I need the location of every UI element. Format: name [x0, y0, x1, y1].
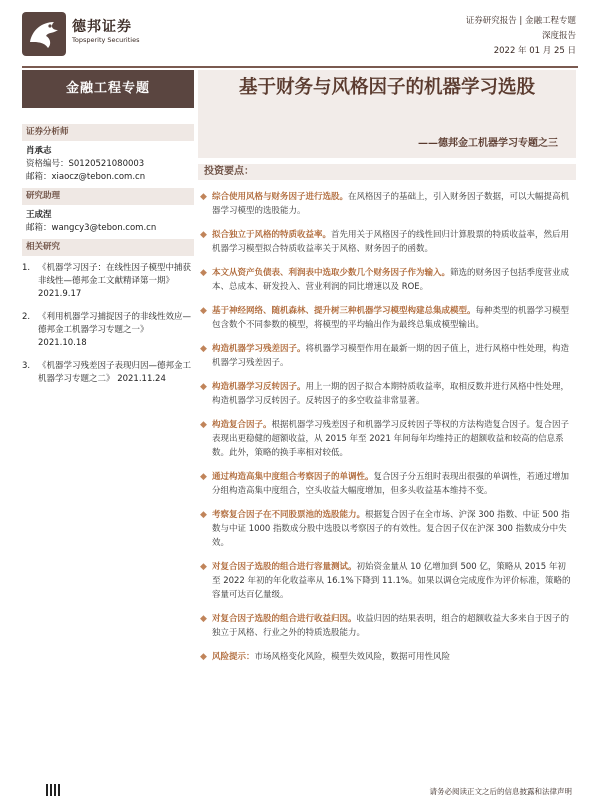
related-item[interactable] — [22, 311, 194, 350]
key-point — [200, 342, 574, 370]
related-list — [22, 262, 194, 386]
bullet-icon: ◆ — [200, 420, 207, 430]
key-point-lead: 对复合因子选股的组合进行收益归因。 — [212, 614, 357, 624]
bullet-icon: ◆ — [200, 652, 207, 662]
dragon-logo-icon — [22, 12, 66, 56]
key-point-lead: 考察复合因子在不同股票池的选股能力。 — [212, 510, 366, 520]
footer-disclaimer: 请务必阅读正文之后的信息披露和法律声明 — [429, 787, 572, 796]
bullet-icon: ◆ — [200, 192, 207, 202]
company-logo — [22, 12, 162, 56]
key-point-lead: 综合使用风格与财务因子进行选股。 — [212, 192, 349, 202]
key-point-text: 根据复合因子在全市场、沪深 300 指数、中证 500 指数与中证 1000 指数成分股中选股以考察因子的有效性。复合因子仅在沪深 300 指数成分中失效。 — [212, 510, 570, 548]
logo-text-en: Topsperity Securities — [72, 36, 140, 44]
assistant-email[interactable]: 邮箱：wangcy3@tebon.com.cn — [26, 223, 157, 233]
assistant-name: 王成涅 — [26, 210, 52, 220]
bullet-icon: ◆ — [200, 510, 207, 520]
key-point — [200, 470, 574, 498]
key-point-text: 初始资金量从 10 亿增加到 500 亿，策略从 2015 年初至 2022 年初的年化收益率从 16.1%下降到 11.1%。如果以调仓完成度作为评价标准，策略的容量可达百亿量级。 — [212, 562, 571, 600]
report-header-meta — [466, 14, 576, 59]
key-point-text: 筛选的财务因子包括季度营业成本、总成本、研发投入、营业利润的同比增速以及 ROE。 — [212, 268, 570, 292]
bullet-icon: ◆ — [200, 614, 207, 624]
analyst-heading: 证券分析师 — [22, 124, 194, 141]
related-item[interactable] — [22, 262, 194, 301]
key-point — [200, 380, 574, 408]
related-item-num: 2. — [22, 312, 31, 322]
logo-text-cn: 德邦证券 — [72, 19, 132, 35]
key-point-text: 首先用关于风格因子的线性回归计算股票的特质收益率，然后用机器学习模型拟合特质收益率关于风格、财务因子的函数。 — [212, 230, 570, 254]
key-point — [200, 190, 574, 218]
key-point-lead: 拟合独立于风格的特质收益率。 — [212, 230, 332, 240]
title-panel — [198, 70, 576, 158]
related-item-num: 3. — [22, 361, 31, 371]
key-point-lead: 通过构造高集中度组合考察因子的单调性。 — [212, 472, 374, 482]
key-point-lead: 本文从资产负债表、利润表中选取少数几个财务因子作为输入。 — [212, 268, 451, 278]
bullet-icon: ◆ — [200, 230, 207, 240]
analyst-info — [22, 145, 194, 184]
key-point — [200, 612, 574, 640]
key-point-text: 每种类型的机器学习模型包含数个不同参数的模型，将模型的平均输出作为最终总集成模型输出。 — [212, 306, 570, 330]
related-heading: 相关研究 — [22, 239, 194, 256]
related-item-num: 1. — [22, 263, 31, 273]
key-point — [200, 650, 574, 664]
report-subtitle: ——德邦金工机器学习专题之三 — [418, 138, 558, 149]
bullet-icon: ◆ — [200, 382, 207, 392]
analyst-name: 肖承志 — [26, 146, 52, 156]
key-point-lead: 构造复合因子。 — [212, 420, 272, 430]
key-points-heading: 投资要点： — [198, 164, 576, 180]
key-points-list — [200, 190, 574, 674]
key-point-text: 将机器学习模型作用在最新一期的因子值上，进行风格中性处理，构造机器学习残差因子。 — [212, 344, 570, 368]
report-date: 2022 年 01 月 25 日 — [493, 46, 576, 56]
key-point — [200, 304, 574, 332]
report-title: 基于财务与风格因子的机器学习选股 — [238, 77, 535, 98]
key-point-lead: 对复合因子选股的组合进行容量测试。 — [212, 562, 357, 572]
key-point — [200, 508, 574, 550]
qr-code-icon — [46, 784, 60, 796]
key-point — [200, 560, 574, 602]
related-item-text: 《利用机器学习捕捉因子的非线性效应—德邦金工机器学习专题之一》 2021.10.18 — [38, 312, 192, 348]
bullet-icon: ◆ — [200, 472, 207, 482]
key-point-lead: 风险提示： — [212, 652, 255, 662]
related-item[interactable] — [22, 360, 194, 386]
key-point-lead: 构造机器学习反转因子。 — [212, 382, 306, 392]
report-subtype: 深度报告 — [541, 31, 576, 41]
related-item-text: 《机器学习残差因子表现归因—德邦金工机器学习专题之二》 2021.11.24 — [38, 361, 192, 384]
related-item-text: 《机器学习因子：在线性因子模型中捕获非线性—德邦金工文献精译第一期》 2021.9.17 — [38, 263, 192, 299]
key-point-lead: 构造机器学习残差因子。 — [212, 344, 306, 354]
key-point — [200, 228, 574, 256]
key-point-text: 用上一期的因子拟合本期特质收益率，取相反数并进行风格中性处理，构造机器学习反转因子。反转因子的多空收益非常显著。 — [212, 382, 570, 406]
analyst-cert: 资格编号：S0120521080003 — [26, 159, 145, 169]
header-divider — [22, 66, 578, 68]
bullet-icon: ◆ — [200, 268, 207, 278]
key-point — [200, 266, 574, 294]
key-point-text: 市场风格变化风险，模型失效风险，数据可用性风险 — [254, 652, 451, 662]
bullet-icon: ◆ — [200, 562, 207, 572]
analyst-email[interactable]: 邮箱：xiaocz@tebon.com.cn — [26, 172, 146, 182]
bullet-icon: ◆ — [200, 344, 207, 354]
key-point-text: 根据机器学习残差因子和机器学习反转因子等权的方法构造复合因子。复合因子表现出更稳健的超额收益，从 2015 年至 2021 年间每年均维持正的超额收益和较高的信息系数。此外，策略的换手率相对较低。 — [212, 420, 570, 458]
sidebar — [22, 120, 194, 396]
key-point — [200, 418, 574, 460]
key-point-text: 在风格因子的基础上，引入财务因子数据，可以大幅提高机器学习模型的选股能力。 — [212, 192, 570, 216]
key-point-text: 复合因子分五组时表现出很强的单调性，若通过增加分组构造高集中度组合，空头收益大幅度增加，但多头收益基本维持不变。 — [212, 472, 570, 496]
assistant-info — [22, 209, 194, 235]
key-point-lead: 基于神经网络、随机森林、提升树三种机器学习模型构建总集成模型。 — [212, 306, 476, 316]
report-type: 证券研究报告 | 金融工程专题 — [465, 16, 576, 26]
sidebar-banner: 金融工程专题 — [22, 70, 194, 108]
bullet-icon: ◆ — [200, 306, 207, 316]
key-point-text: 收益归因的结果表明，组合的超额收益大多来自于因子的独立于风格、行业之外的特质选股能力。 — [212, 614, 570, 638]
assistant-heading: 研究助理 — [22, 188, 194, 205]
